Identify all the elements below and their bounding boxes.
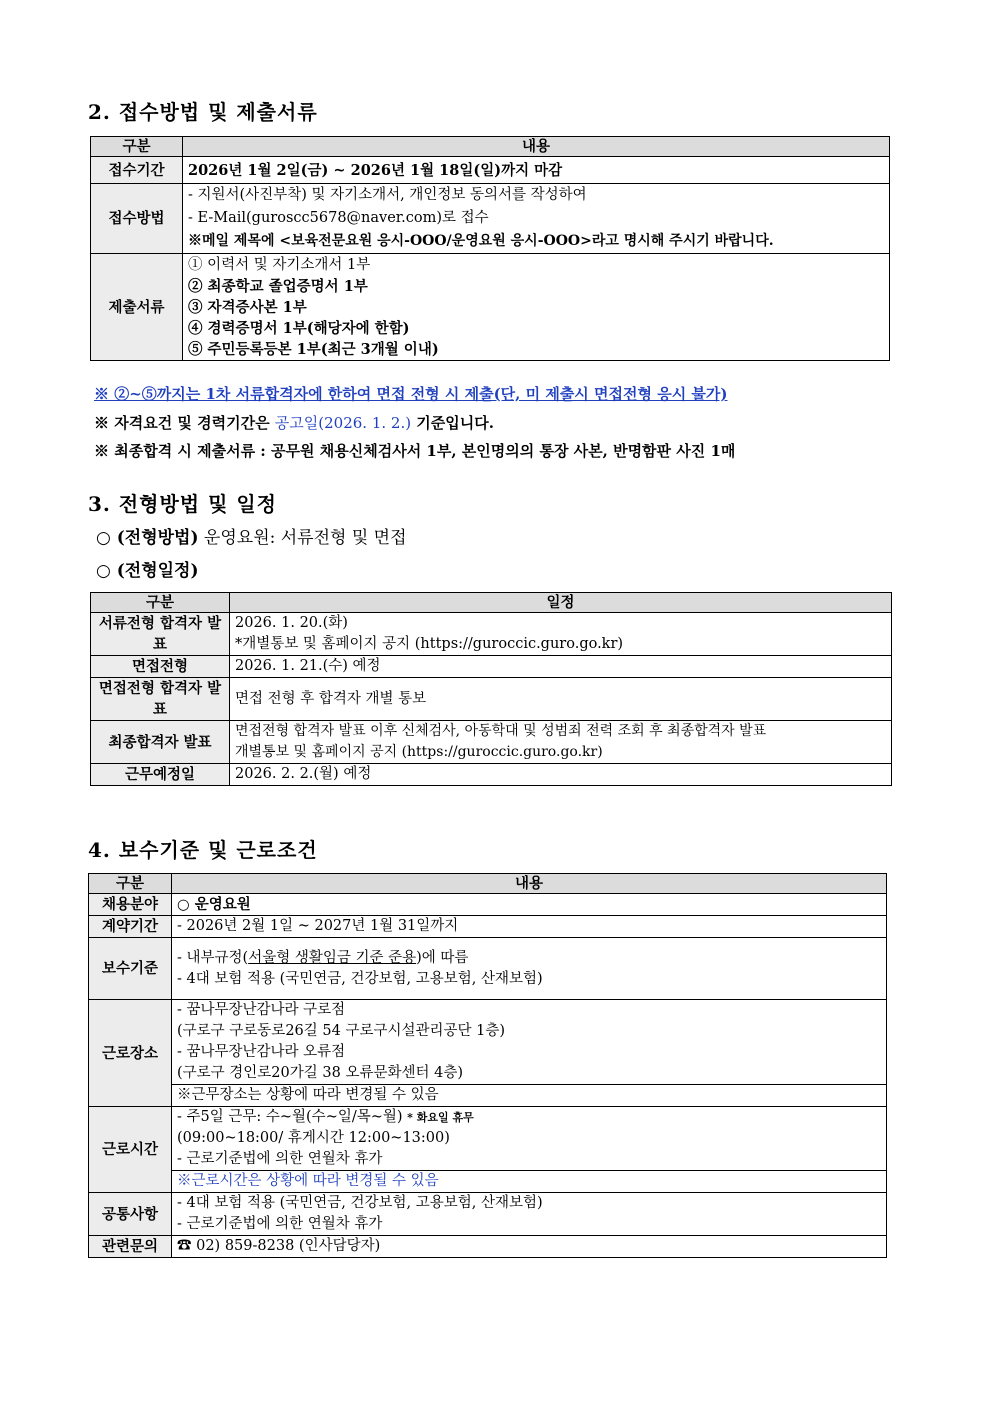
method-line: - 지원서(사진부착) 및 자기소개서, 개인정보 동의서를 작성하여	[188, 187, 587, 203]
schedule-row-label: 서류전형 합격자 발표	[91, 613, 230, 656]
place-line: - 꿈나무장난감나라 구로점	[177, 1002, 346, 1018]
note-final-documents: ※ 최종합격 시 제출서류 : 공무원 채용신체검사서 1부, 본인명의의 통장 사본, 반명함판 사진 1매	[94, 442, 736, 460]
docs-cell	[183, 254, 890, 361]
schedule-line: 개별통보 및 홈페이지 공지 (https://guroccic.guro.go.kr)	[235, 744, 603, 760]
schedule-row-label: 면접전형 합격자 발표	[91, 678, 230, 721]
hours-dayoff: * 화요일 휴무	[407, 1111, 474, 1124]
docs-label: 제출서류	[91, 254, 183, 361]
pay-insurance: - 4대 보험 적용 (국민연금, 건강보험, 고용보험, 산재보험)	[177, 970, 543, 987]
pay-cell	[172, 938, 887, 1000]
header-category: 구분	[91, 593, 230, 613]
note-qualification	[94, 412, 494, 433]
section3-title: 3. 전형방법 및 일정	[88, 492, 278, 516]
pay-line-prefix: - 내부규정(	[177, 949, 249, 966]
doc-item: ② 최종학교 졸업증명서 1부	[188, 277, 368, 295]
schedule-line: *개별통보 및 홈페이지 공지 (https://guroccic.guro.go.kr)	[235, 636, 624, 652]
common-label: 공통사항	[89, 1193, 172, 1236]
schedule-row-value: 면접 전형 후 합격자 개별 통보	[230, 678, 892, 721]
pay-line-suffix: )에 따름	[416, 949, 469, 966]
method-subject-note: ※메일 제목에 <보육전문요원 응시-OOO/운영요원 응시-OOO>라고 명시해 주시기 바랍니다.	[188, 233, 774, 249]
place-label: 근로장소	[89, 1000, 172, 1107]
note-qualification-prefix: ※ 자격요건 및 경력기간은	[94, 414, 275, 432]
pay-line	[177, 948, 881, 969]
hours-note: ※근로시간은 상황에 따라 변경될 수 있음	[172, 1171, 887, 1193]
doc-item: ④ 경력증명서 1부(해당자에 한함)	[188, 319, 410, 337]
schedule-line: 2026. 1. 20.(화)	[235, 615, 348, 631]
schedule-row-label: 근무예정일	[91, 764, 230, 786]
method-email-line: - E-Mail(guroscc5678@naver.com)로 접수	[188, 210, 489, 226]
header-content: 내용	[172, 874, 887, 894]
header-schedule: 일정	[230, 593, 892, 613]
schedule-row-value: 2026. 2. 2.(월) 예정	[230, 764, 892, 786]
application-table	[90, 136, 890, 361]
section4-title: 4. 보수기준 및 근로조건	[88, 838, 318, 862]
schedule-row-value: 2026. 1. 21.(수) 예정	[230, 656, 892, 678]
place-line: (구로구 경인로20가길 38 오류문화센터 4층)	[177, 1065, 463, 1081]
place-line: (구로구 구로동로26길 54 구로구시설관리공단 1층)	[177, 1023, 506, 1039]
hours-line: - 근로기준법에 의한 연월차 휴가	[177, 1151, 383, 1167]
place-note: ※근무장소는 상황에 따라 변경될 수 있음	[172, 1085, 887, 1107]
schedule-table	[90, 592, 892, 786]
note-qualification-date: 공고일(2026. 1. 2.)	[274, 414, 412, 432]
method-label: 접수방법	[91, 184, 183, 254]
selection-schedule-label: ○ (전형일정)	[96, 561, 199, 581]
schedule-row-label: 최종합격자 발표	[91, 721, 230, 764]
contract-label: 계약기간	[89, 916, 172, 938]
place-cell	[172, 1000, 887, 1085]
contact-label: 관련문의	[89, 1236, 172, 1258]
period-label: 접수기간	[91, 157, 183, 184]
common-line: - 4대 보험 적용 (국민연금, 건강보험, 고용보험, 산재보험)	[177, 1195, 543, 1211]
header-category: 구분	[89, 874, 172, 894]
pay-label: 보수기준	[89, 938, 172, 1000]
hours-line: (09:00~18:00/ 휴게시간 12:00~13:00)	[177, 1130, 450, 1146]
hours-cell	[172, 1107, 887, 1171]
schedule-row-value	[230, 721, 892, 764]
period-value: 2026년 1월 2일(금) ~ 2026년 1월 18일(일)까지 마감	[183, 157, 890, 184]
header-content: 내용	[183, 137, 890, 157]
header-category: 구분	[91, 137, 183, 157]
place-line: - 꿈나무장난감나라 오류점	[177, 1044, 346, 1060]
contract-value: - 2026년 2월 1일 ~ 2027년 1월 31일까지	[172, 916, 887, 938]
schedule-row-label: 면접전형	[91, 656, 230, 678]
schedule-line: 면접전형 합격자 발표 이후 신체검사, 아동학대 및 성범죄 전력 조회 후 최종합격자 발표	[235, 723, 767, 739]
conditions-table	[88, 873, 887, 1258]
note-documents: ※ ②~⑤까지는 1차 서류합격자에 한하여 면접 전형 시 제출(단, 미 제출시 면접전형 응시 불가)	[94, 385, 728, 403]
hours-line	[177, 1107, 881, 1128]
common-cell	[172, 1193, 887, 1236]
common-line: - 근로기준법에 의한 연월차 휴가	[177, 1216, 383, 1232]
selection-method-text: 운영요원: 서류전형 및 면접	[198, 528, 407, 548]
hours-workdays: - 주5일 근무: 수~월(수~일/목~월)	[177, 1109, 408, 1125]
field-value: ○ 운영요원	[172, 894, 887, 916]
selection-method	[96, 523, 407, 548]
section2-title: 2. 접수방법 및 제출서류	[88, 100, 318, 124]
contact-value: ☎ 02) 859-8238 (인사담당자)	[172, 1236, 887, 1258]
note-qualification-suffix: 기준입니다.	[411, 414, 494, 432]
doc-item: ⑤ 주민등록등본 1부(최근 3개월 이내)	[188, 340, 439, 358]
field-label: 채용분야	[89, 894, 172, 916]
selection-method-label: ○ (전형방법)	[96, 528, 199, 548]
method-cell	[183, 184, 890, 254]
doc-item: ③ 자격증사본 1부	[188, 298, 307, 316]
schedule-row-value	[230, 613, 892, 656]
pay-standard: 서울형 생활임금 기준 준용	[248, 949, 417, 966]
doc-item: ① 이력서 및 자기소개서 1부	[188, 256, 371, 273]
hours-label: 근로시간	[89, 1107, 172, 1193]
